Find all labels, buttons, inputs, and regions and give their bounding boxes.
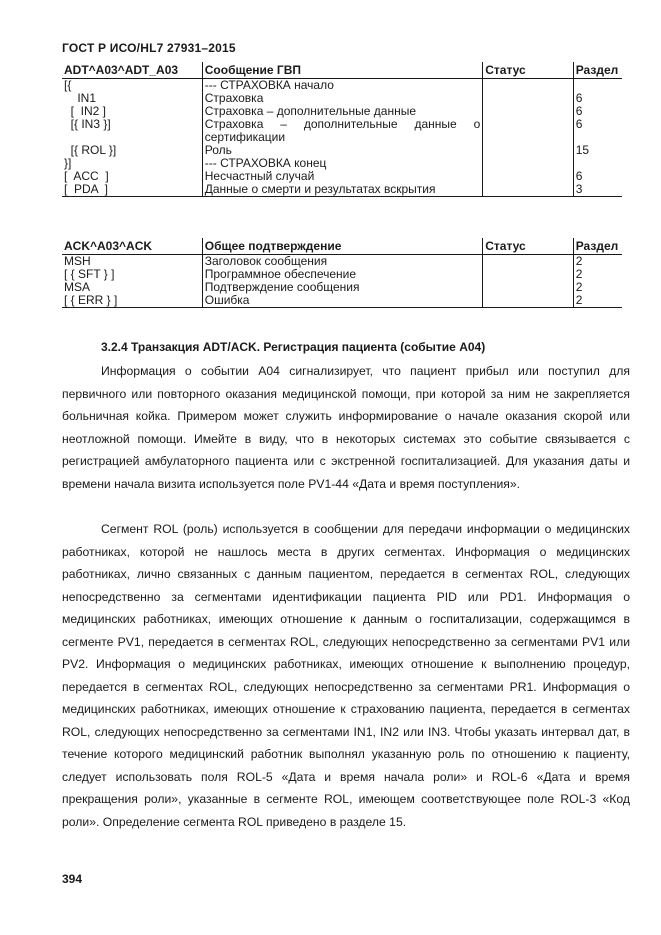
column-header-segment: ACK^A03^ACK: [62, 238, 202, 255]
section-title: 3.2.4 Транзакция ADT/ACK. Регистрация пациента (событие A04): [101, 340, 486, 354]
description-cell: Страховка – дополнительные данные о сертификации: [202, 118, 483, 144]
description-cell: Заголовок сообщения: [202, 255, 483, 269]
description-cell: --- СТРАХОВКА начало: [202, 79, 483, 93]
table-row: [62, 294, 622, 308]
section-cell: 2: [575, 267, 583, 281]
segment-cell: IN1: [62, 92, 202, 105]
section-cell: 6: [575, 104, 583, 118]
column-header-description: Сообщение ГВП: [202, 62, 483, 79]
section-cell: [573, 79, 622, 93]
status-cell: [483, 157, 573, 170]
description-cell: Ошибка: [202, 294, 483, 308]
segment-cell: }]: [62, 157, 202, 170]
description-cell: Страховка – дополнительные данные: [202, 105, 483, 118]
message-structure-table-adt-a03: [62, 62, 622, 197]
description-cell: Страховка: [202, 92, 483, 105]
section-cell: 3: [573, 183, 622, 197]
column-header-section: Раздел: [573, 62, 622, 79]
segment-cell: [{ IN3 }]: [62, 118, 202, 144]
segment-cell: MSA: [62, 281, 202, 294]
table-row: [62, 157, 622, 170]
section-cell: 6: [575, 91, 583, 105]
page-number: 394: [62, 872, 83, 886]
table-body: [62, 255, 622, 308]
status-cell: [483, 144, 573, 157]
column-header-segment: ADT^A03^ADT_A03: [62, 62, 202, 79]
section-cell: 2: [575, 254, 583, 268]
status-cell: [483, 170, 573, 183]
status-cell: [483, 118, 573, 144]
column-header-section: Раздел: [573, 238, 622, 255]
table-body: [62, 79, 622, 197]
status-cell: [483, 255, 573, 269]
column-header-status: Статус: [483, 238, 573, 255]
section-cell: 6: [575, 117, 583, 131]
column-header-description: Общее подтверждение: [202, 238, 483, 255]
table-row: [62, 255, 622, 269]
message-structure-table-ack: [62, 238, 622, 308]
description-cell: --- СТРАХОВКА конец: [202, 157, 483, 170]
section-cell: 2: [575, 280, 583, 294]
status-cell: [483, 281, 573, 294]
status-cell: [483, 183, 573, 197]
document-header: ГОСТ Р ИСО/HL7 27931–2015: [62, 41, 236, 55]
section-cell: 15: [575, 143, 590, 157]
table-header-row: [62, 238, 622, 255]
segment-cell: [{ ROL }]: [62, 144, 202, 157]
paragraph: Сегмент ROL (роль) используется в сообщении для передачи информации о медицинских работниках, которой не нашлось места в других сегментах. Информация о медицинских работниках, лично связанных с данным пациентом, передается в сегментах ROL, следующих непосредственно за сегментами идентификации пациента PID или PD1. Информация о медицинских работниках, имеющих отношение к данным о госпитализации, содержащимся в сегменте PV1, передается в сегментах ROL, следующих непосредственно за сегментами PV1 или PV2. Информация о медицинских работниках, имеющих отношение к выполнению процедур, передается в сегментах ROL, следующих непосредственно за сегментами PR1. Информация о медицинских работниках, имеющих отношение к страхованию пациента, передается в сегментах ROL, следующих непосредственно за сегментами IN1, IN2 или IN3. Чтобы указать интервал дат, в течение которого медицинский работник выполнял указанную роль по отношению к пациенту, следует использовать поля ROL-5 «Дата и время начала роли» и ROL-6 «Дата и время прекращения роли», указанные в сегменте ROL, имеющем соответствующее поле ROL-3 «Код роли». Определение сегмента ROL приведено в разделе 15.: [62, 522, 630, 829]
status-cell: [483, 92, 573, 105]
paragraph: Информация о событии A04 сигнализирует, что пациент прибыл или поступил для первичного или повторного оказания медицинской помощи, при которой за ним не закрепляется больничная койка. Примером может служить информирование о начале оказания скорой или неотложной помощи. Имейте в виду, что в некоторых системах это событие связывается с регистрацией амбулаторного пациента или с экстренной госпитализацией. Для указания даты и времени начала визита используется поле PV1-44 «Дата и время поступления».: [62, 364, 630, 491]
description-cell: Подтверждение сообщения: [202, 281, 483, 294]
table-row: [62, 183, 622, 197]
description-cell: Программное обеспечение: [202, 268, 483, 281]
segment-cell: MSH: [62, 255, 202, 269]
description-cell: Данные о смерти и результатах вскрытия: [202, 183, 483, 197]
status-cell: [483, 268, 573, 281]
segment-cell: [ IN2 ]: [62, 105, 202, 118]
table-row: [62, 118, 622, 144]
table-row: [62, 79, 622, 93]
status-cell: [483, 105, 573, 118]
segment-cell: [ ACC ]: [62, 170, 202, 183]
column-header-status: Статус: [483, 62, 573, 79]
section-cell: 6: [575, 169, 583, 183]
description-cell: Несчастный случай: [202, 170, 483, 183]
segment-cell: [ { ERR } ]: [62, 294, 202, 308]
table-row: [62, 144, 622, 157]
table-row: [62, 281, 622, 294]
status-cell: [483, 294, 573, 308]
status-cell: [483, 79, 573, 93]
segment-cell: [{: [62, 79, 202, 93]
table-header-row: [62, 62, 622, 79]
description-cell: Роль: [202, 144, 483, 157]
section-cell: 2: [573, 294, 622, 308]
segment-cell: [ { SFT } ]: [62, 268, 202, 281]
segment-cell: [ PDA ]: [62, 183, 202, 197]
